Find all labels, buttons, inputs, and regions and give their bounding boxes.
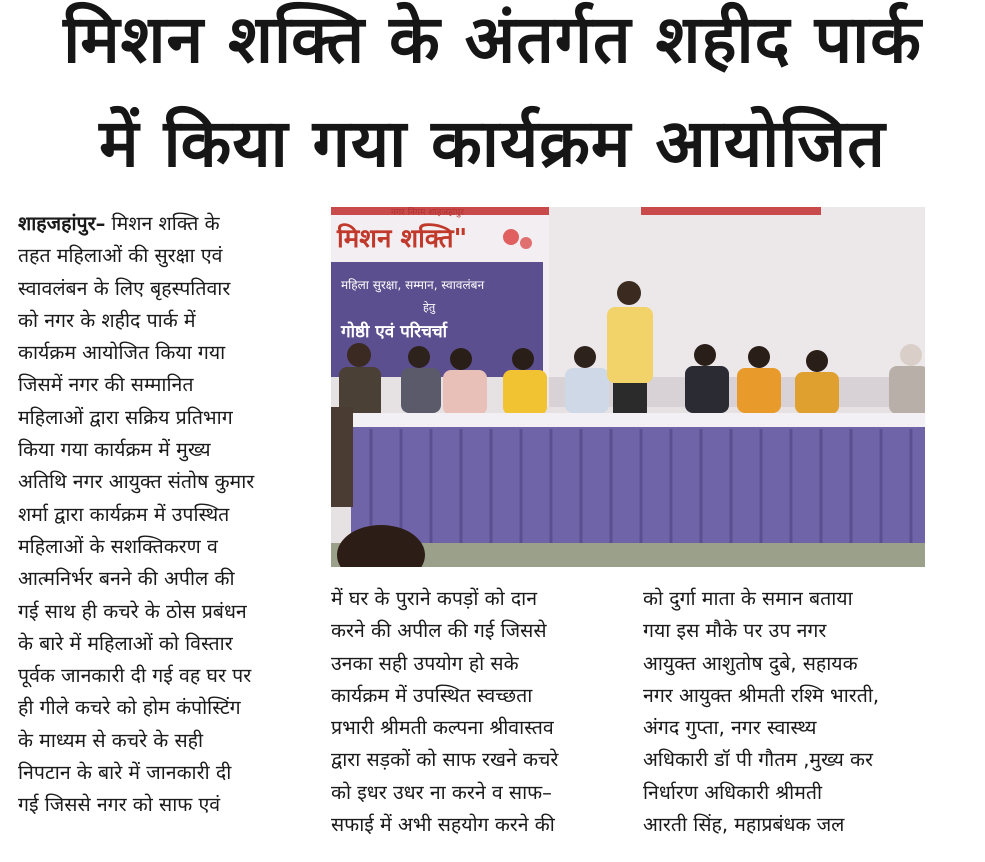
article-line: कार्यक्रम में उपस्थित स्वच्छता — [331, 683, 533, 707]
article-line: कार्यक्रम आयोजित किया गया — [18, 341, 226, 365]
banner-subtitle: महिला सुरक्षा, सम्मान, स्वावलंबन — [341, 278, 485, 292]
headline-line-1: मिशन शक्ति के अंतर्गत शहीद पार्क — [63, 1, 922, 78]
article-line: प्रभारी श्रीमती कल्पना श्रीवास्तव — [331, 716, 554, 740]
article-line: करने की अपील की गई जिससे — [331, 619, 547, 643]
article-column-3 — [643, 583, 925, 862]
article-line: को दुर्गा माता के समान बताया — [643, 587, 853, 610]
article-line: निपटान के बारे में जानकारी दी — [18, 761, 232, 785]
article-line: पूर्वक जानकारी दी गई वह घर पर — [18, 664, 252, 688]
article-line: आरती सिंह, महाप्रबंधक जल — [643, 813, 845, 837]
article-line: शर्मा द्वारा कार्यक्रम में उपस्थित — [18, 502, 230, 526]
banner-event: गोष्ठी एवं परिचर्चा — [341, 322, 448, 342]
article-line: को इधर उधर ना करने व साफ– — [331, 780, 552, 804]
article-line: जिसमें नगर की सम्मानित — [18, 373, 194, 397]
article-line: अधिकारी डॉ पी गौतम ,मुख्य कर — [643, 748, 873, 772]
article-line: गया इस मौके पर उप नगर — [643, 619, 827, 643]
article-column-1 — [18, 208, 298, 862]
article-line: किया गया कार्यक्रम में मुख्य — [18, 438, 211, 462]
banner-hetu: हेतु — [423, 301, 436, 314]
event-photo — [331, 207, 925, 567]
banner-top-text: नगर निगम शाहजहांपुर — [391, 208, 465, 218]
article-line: आयुक्त आशुतोष दुबे, सहायक — [643, 651, 858, 675]
article-line: नगर आयुक्त श्रीमती रश्मि भारती, — [643, 683, 880, 707]
article-text: मिशन शक्ति के — [105, 212, 220, 235]
article-line: के माध्यम से कचरे के सही — [18, 728, 204, 752]
article-line: तहत महिलाओं की सुरक्षा एवं — [18, 244, 223, 268]
article-line: ही गीले कचरे को होम कंपोस्टिंग — [18, 696, 241, 720]
article-line: को नगर के शहीद पार्क में — [18, 308, 196, 332]
article-line: उनका सही उपयोग हो सके — [331, 651, 519, 675]
article-line: गई जिससे नगर को साफ एवं — [18, 793, 221, 817]
article-line: महिलाओं के सशक्तिकरण व — [18, 534, 218, 558]
article-line: द्वारा सड़कों को साफ रखने कचरे — [331, 748, 559, 772]
article-line: के बारे में महिलाओं को विस्तार — [18, 631, 233, 655]
article-line: में घर के पुराने कपड़ों को दान — [331, 587, 538, 610]
headline-line-2: में किया गया कार्यक्रम आयोजित — [99, 105, 886, 182]
article-line: अतिथि नगर आयुक्त संतोष कुमार — [18, 470, 255, 494]
banner-title: मिशन शक्ति" — [337, 224, 468, 254]
article-line — [18, 208, 298, 240]
article-line: महिलाओं द्वारा सक्रिय प्रतिभाग — [18, 405, 233, 429]
dateline: शाहजहांपुर– — [18, 212, 106, 235]
article-line: आत्मनिर्भर बनने की अपील की — [18, 567, 235, 591]
article-line: निर्धारण अधिकारी श्रीमती — [643, 780, 823, 804]
article-line: गई साथ ही कचरे के ठोस प्रबंधन — [18, 599, 247, 623]
article-line: सफाई में अभी सहयोग करने की — [331, 813, 555, 837]
article-line: अंगद गुप्ता, नगर स्वास्थ्य — [643, 716, 817, 740]
article-line: स्वावलंबन के लिए बृहस्पतिवार — [18, 276, 231, 300]
article-column-2 — [331, 583, 611, 862]
